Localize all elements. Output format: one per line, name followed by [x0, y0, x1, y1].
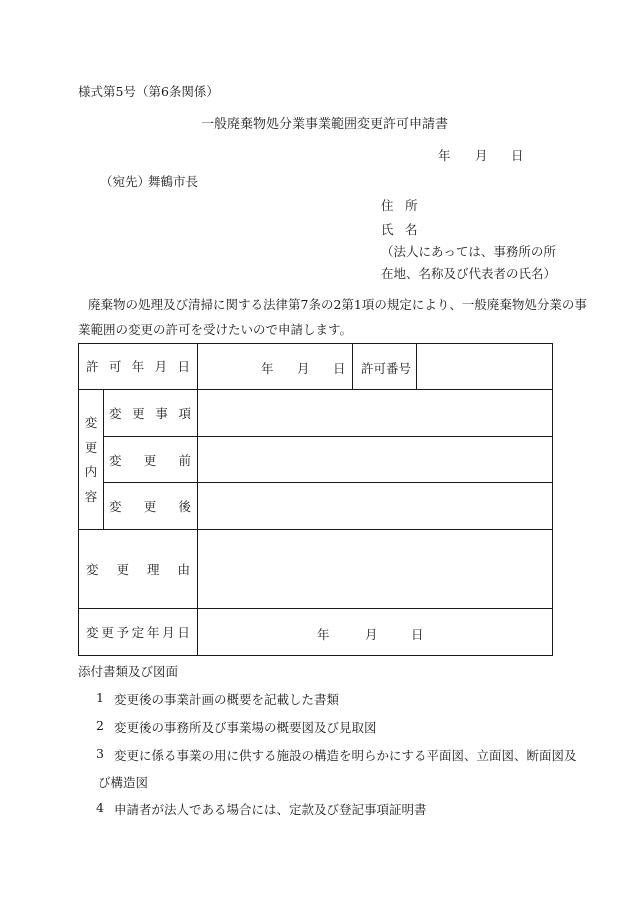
- application-table: [78, 343, 553, 656]
- statement-line2: 業範囲の変更の許可を受けたいので申請します。: [78, 322, 353, 337]
- before-change-field[interactable]: [199, 439, 550, 480]
- attachment-num-3: 3: [96, 746, 104, 761]
- attachment-text-1: 変更後の事業計画の概要を記載した書類: [114, 692, 340, 707]
- attachment-num-1: 1: [96, 690, 104, 705]
- address-label-1: 住: [381, 198, 394, 213]
- scheduled-date-year: 年: [317, 627, 330, 642]
- name-label-2: 名: [405, 222, 418, 237]
- permit-date-label: 許 可 年 月 日: [86, 359, 190, 374]
- addressee-name: 舞鶴市長: [148, 174, 199, 189]
- date-day-label: 日: [511, 148, 524, 163]
- permit-date-day: 日: [333, 361, 346, 376]
- attachment-num-2: 2: [96, 718, 104, 733]
- statement-line1: 廃棄物の処理及び清掃に関する法律第7条の2第1項の規定により、一般廃棄物処分業の事: [88, 297, 587, 312]
- corporate-note-line1: （法人にあっては、事務所の所: [381, 244, 556, 259]
- scheduled-date-month: 月: [365, 627, 378, 642]
- address-label-2: 所: [405, 198, 418, 213]
- attachments-heading: 添付書類及び図面: [78, 664, 179, 679]
- name-label-1: 氏: [381, 222, 394, 237]
- addressee-label: （宛先）: [100, 174, 151, 189]
- date-month-label: 月: [475, 148, 488, 163]
- attachment-text-3: 変更に係る事業の用に供する施設の構造を明らかにする平面図、立面図、断面図及: [114, 748, 577, 763]
- before-change-label: 変 更 前: [109, 452, 191, 468]
- permit-date-month: 月: [297, 361, 310, 376]
- change-item-field[interactable]: [199, 392, 550, 434]
- attachment-text-2: 変更後の事務所及び事業場の概要図及び見取図: [114, 720, 377, 735]
- after-change-field[interactable]: [199, 485, 550, 527]
- permit-date-year: 年: [261, 361, 274, 376]
- change-reason-field[interactable]: [199, 532, 550, 606]
- attachment-num-4: 4: [96, 800, 104, 815]
- change-item-label: 変 更 事 項: [109, 406, 191, 421]
- form-title: 一般廃棄物処分業事業範囲変更許可申請書: [201, 117, 449, 132]
- permit-number-label: 許可番号: [361, 361, 412, 376]
- change-reason-label: 変 更 理 由: [86, 562, 190, 577]
- corporate-note-line2: 在地、名称及び代表者の氏名）: [381, 266, 557, 281]
- attachment-text-4: 申請者が法人である場合には、定款及び登記事項証明書: [114, 802, 427, 817]
- scheduled-date-label: 変 更 予 定 年 月 日: [86, 625, 190, 640]
- attachment-text-3-continued: び構造図: [98, 775, 149, 790]
- after-change-label: 変 更 後: [109, 499, 191, 514]
- form-number: 様式第5号（第6条関係）: [78, 84, 219, 99]
- date-year-label: 年: [438, 148, 451, 163]
- permit-number-field[interactable]: [418, 345, 550, 387]
- scheduled-date-day: 日: [411, 627, 424, 642]
- change-content-label: 変 更 内 容: [84, 415, 98, 504]
